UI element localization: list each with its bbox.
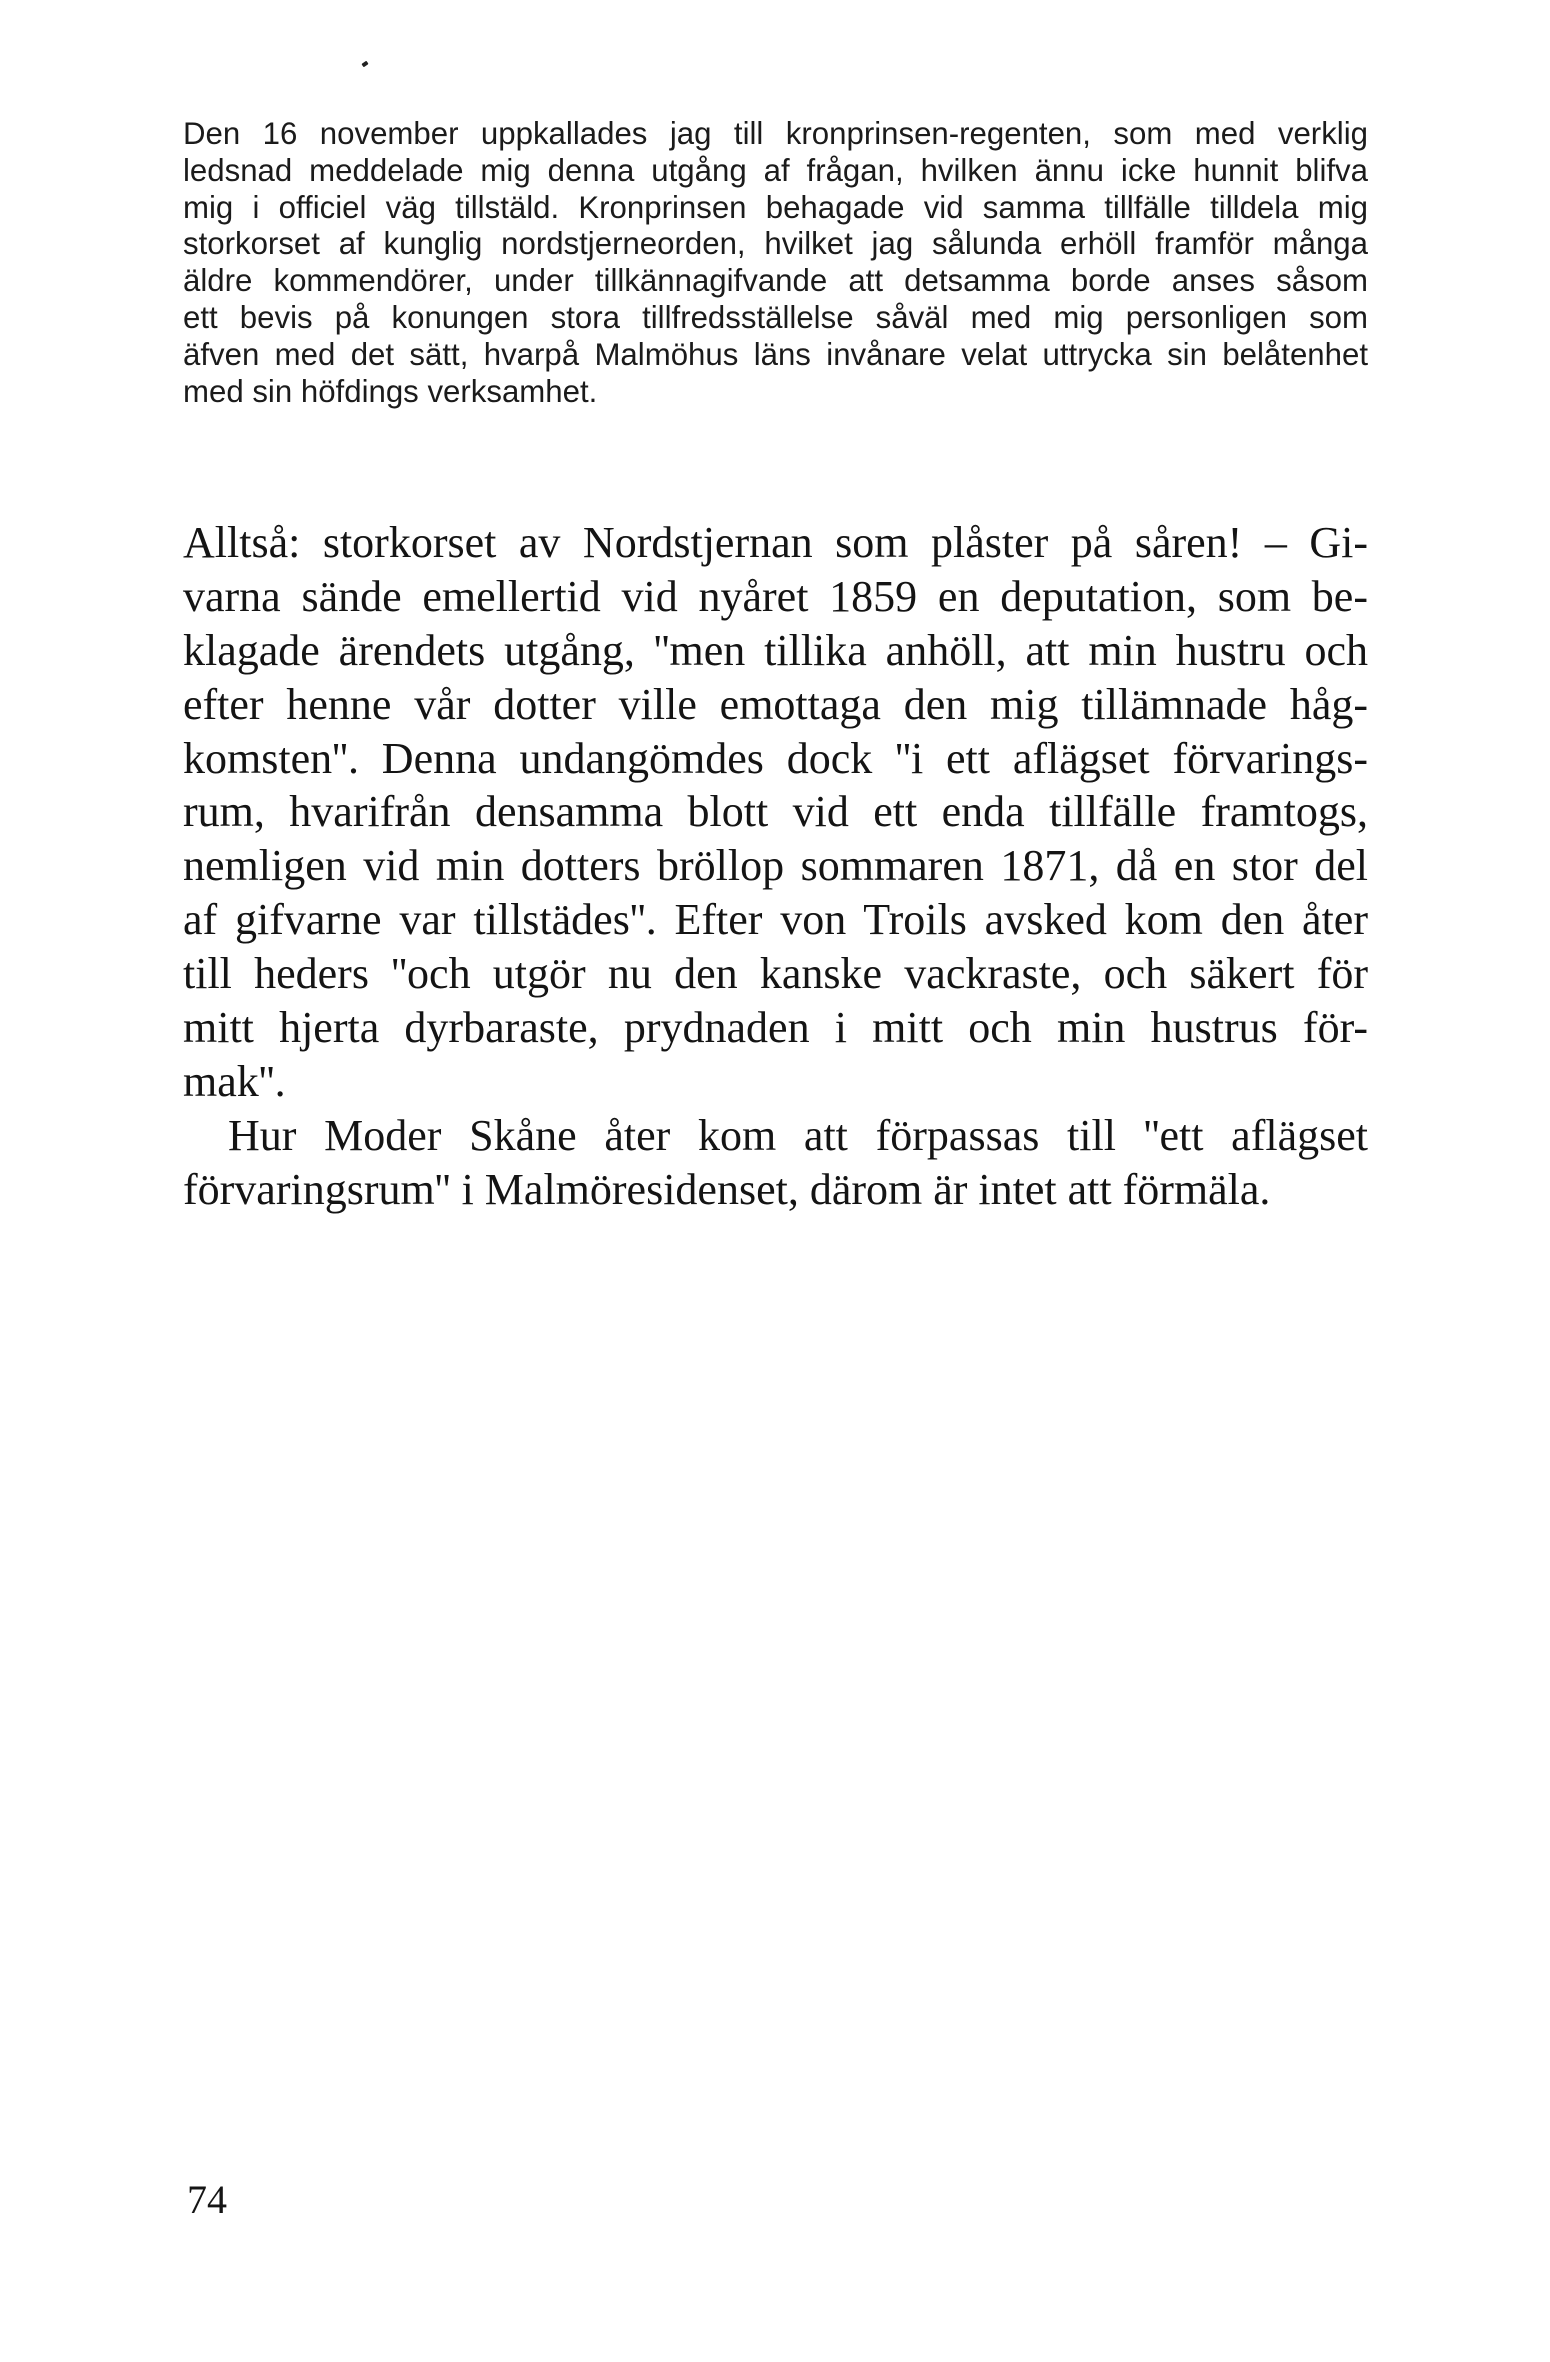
- scan-speck: [361, 61, 368, 68]
- quote-line: ett bevis på konungen stora tillfredsställelse såväl med mig personligen som: [183, 299, 1368, 335]
- body-line: Hur Moder Skåne åter kom att förpassas till ''ett aflägset: [228, 1110, 1368, 1160]
- body-line: komsten''. Denna undangömdes dock ''i ett aflägset förvarings-: [183, 733, 1368, 783]
- quote-line: mig i officiel väg tillstäld. Kronprinsen behagade vid samma tillfälle tilldela mig: [183, 189, 1368, 225]
- quote-line: storkorset af kunglig nordstjerneorden, hvilket jag sålunda erhöll framför många: [183, 226, 1368, 262]
- block-quote: [183, 116, 1368, 410]
- quote-line: äfven med det sätt, hvarpå Malmöhus läns invånare velat uttrycka sin belåtenhet: [183, 336, 1368, 372]
- body-line: varna sände emellertid vid nyåret 1859 en deputation, som be-: [183, 571, 1368, 621]
- quote-line: Den 16 november uppkallades jag till kronprinsen-regenten, som med verklig: [183, 116, 1368, 151]
- body-line: mak''.: [183, 1056, 286, 1106]
- body-line: till heders ''och utgör nu den kanske vackraste, och säkert för: [183, 949, 1368, 999]
- body-line: klagade ärendets utgång, ''men tillika anhöll, att min hustru och: [183, 625, 1368, 675]
- body-line: efter henne vår dotter ville emottaga den mig tillämnade håg-: [183, 679, 1368, 729]
- body-line: Alltså: storkorset av Nordstjernan som plåster på såren! – Gi-: [183, 518, 1368, 567]
- body-line: förvaringsrum'' i Malmöresidenset, därom är intet att förmäla.: [183, 1164, 1271, 1214]
- page-number: 74: [187, 2177, 227, 2222]
- quote-line: ledsnad meddelade mig denna utgång af frågan, hvilken ännu icke hunnit blifva: [183, 152, 1368, 188]
- quote-line: äldre kommendörer, under tillkännagifvande att detsamma borde anses såsom: [183, 263, 1368, 299]
- quote-line: med sin höfdings verksamhet.: [183, 373, 598, 409]
- body-line: nemligen vid min dotters bröllop sommaren 1871, då en stor del: [183, 841, 1368, 891]
- body-line: rum, hvarifrån densamma blott vid ett enda tillfälle framtogs,: [183, 787, 1368, 837]
- body-text: [183, 516, 1368, 1217]
- body-line: mitt hjerta dyrbaraste, prydnaden i mitt och min hustrus för-: [183, 1003, 1368, 1053]
- body-line: af gifvarne var tillstädes''. Efter von Troils avsked kom den åter: [183, 895, 1368, 945]
